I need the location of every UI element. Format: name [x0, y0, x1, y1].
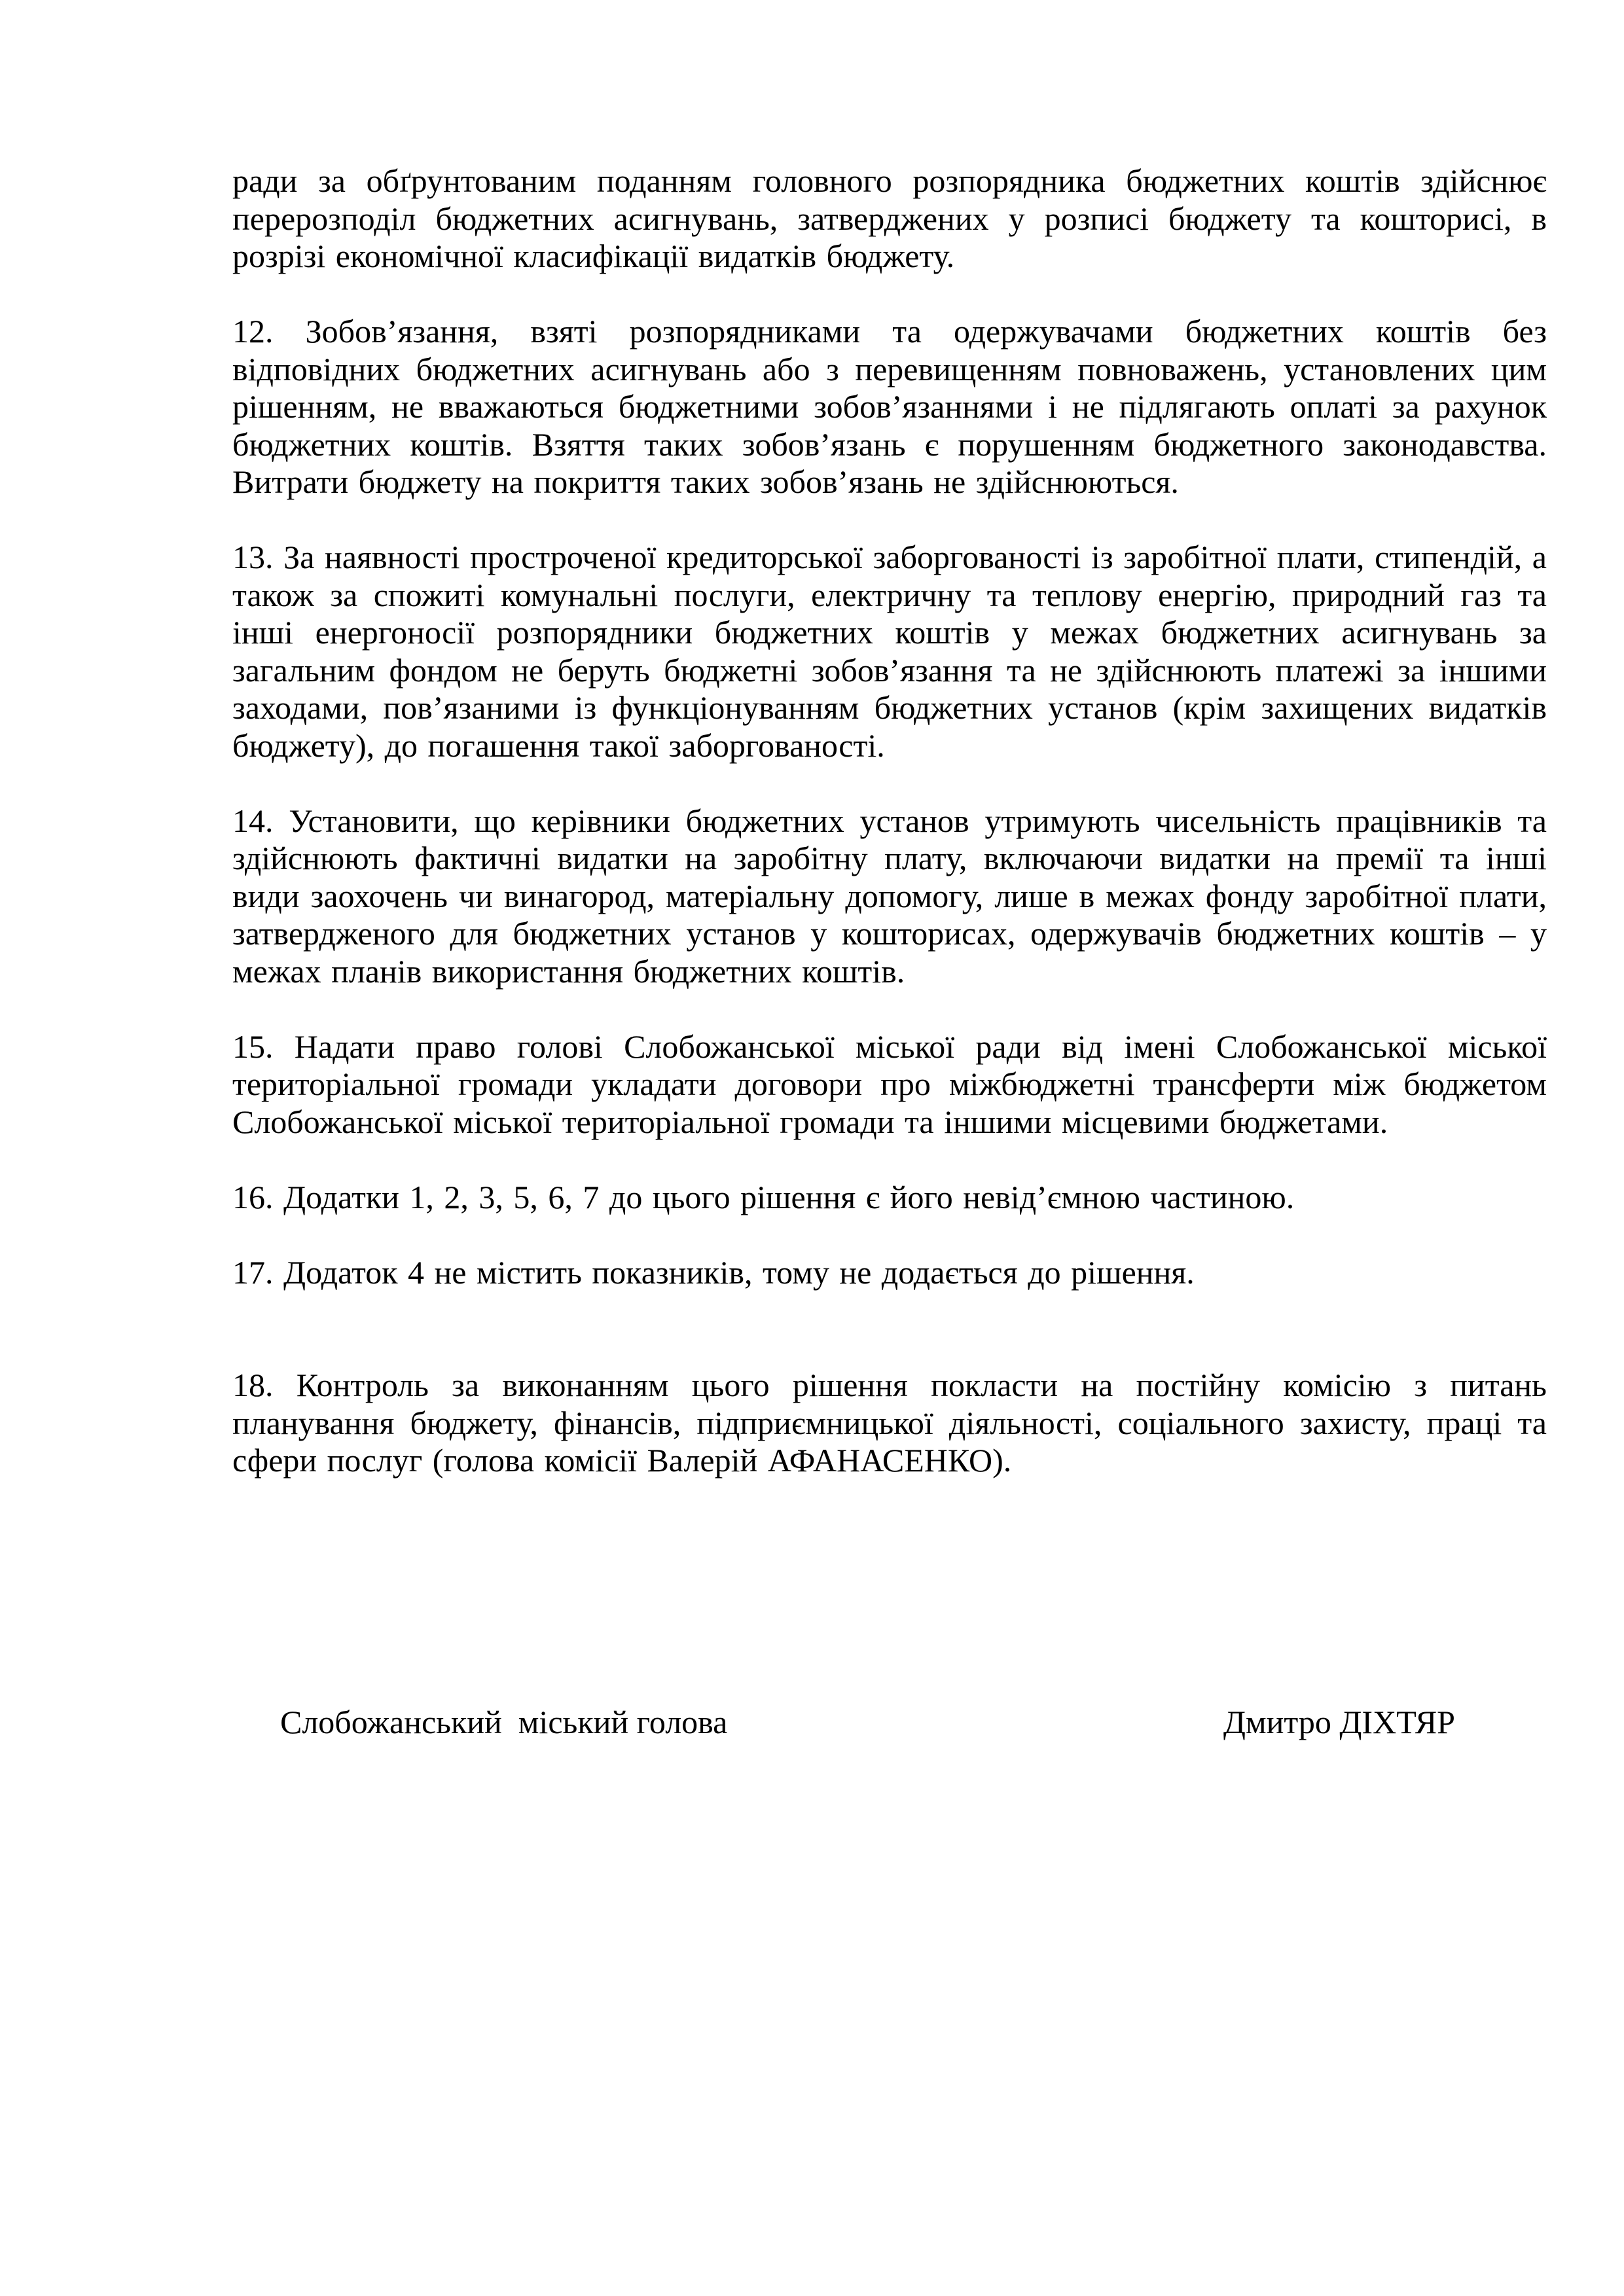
paragraph-12: 12. Зобов’язання, взяті розпорядниками та одержувачами бюджетних коштів без відповідних бюджетних асигнувань або з перевищенням повноважень, установлених цим рішенням, не вважаються бюджетними зобов’язаннями і не підлягають оплаті за рахунок бюджетних коштів. Взяття таких зобов’язань є порушенням бюджетного законодавства. Витрати бюджету на покриття таких зобов’язань не здійснюються.	[232, 313, 1547, 500]
signature-row	[232, 1704, 1547, 1742]
paragraph-13: 13. За наявності простроченої кредиторської заборгованості із заробітної плати, стипендій, а також за спожиті комунальні послуги, електричну та теплову енергію, природний газ та інші енергоносії розпорядники бюджетних коштів у межах бюджетних асигнувань за загальним фондом не беруть бюджетні зобов’язання та не здійснюють платежі за іншими заходами, пов’язаними із функціонуванням бюджетних установ (крім захищених видатків бюджету), до погашення такої заборгованості.	[232, 539, 1547, 764]
paragraph-15: 15. Надати право голові Слобожанської міської ради від імені Слобожанської міської територіальної громади укладати договори про міжбюджетні трансферти між бюджетом Слобожанської міської територіальної громади та іншими місцевими бюджетами.	[232, 1028, 1547, 1140]
paragraph-17: 17. Додаток 4 не містить показників, тому не додається до рішення.	[232, 1253, 1195, 1291]
signature-role: Слобожанський міський голова	[280, 1703, 728, 1740]
text-block	[232, 162, 1547, 1741]
paragraph-14: 14. Установити, що керівники бюджетних установ утримують чисельність працівників та здійснюють фактичні видатки на заробітну плату, включаючи видатки на премії та інші види заохочень чи винагород, матеріальну допомогу, лише в межах фонду заробітної плати, затвердженого для бюджетних установ у кошторисах, одержувачів бюджетних коштів – у межах планів використання бюджетних коштів.	[232, 802, 1547, 990]
signature-name: Дмитро ДІХТЯР	[1223, 1703, 1455, 1740]
paragraph-11-continuation: ради за обґрунтованим поданням головного розпорядника бюджетних коштів здійснює перерозподіл бюджетних асигнувань, затверджених у розписі бюджету та кошторисі, в розрізі економічної класифікації видатків бюджету.	[232, 162, 1547, 274]
paragraph-16: 16. Додатки 1, 2, 3, 5, 6, 7 до цього рішення є його невід’ємною частиною.	[232, 1178, 1295, 1215]
paragraph-18: 18. Контроль за виконанням цього рішення покласти на постійну комісію з питань планування бюджету, фінансів, підприємницької діяльності, соціального захисту, праці та сфери послуг (голова комісії Валерій АФАНАСЕНКО).	[232, 1367, 1547, 1479]
